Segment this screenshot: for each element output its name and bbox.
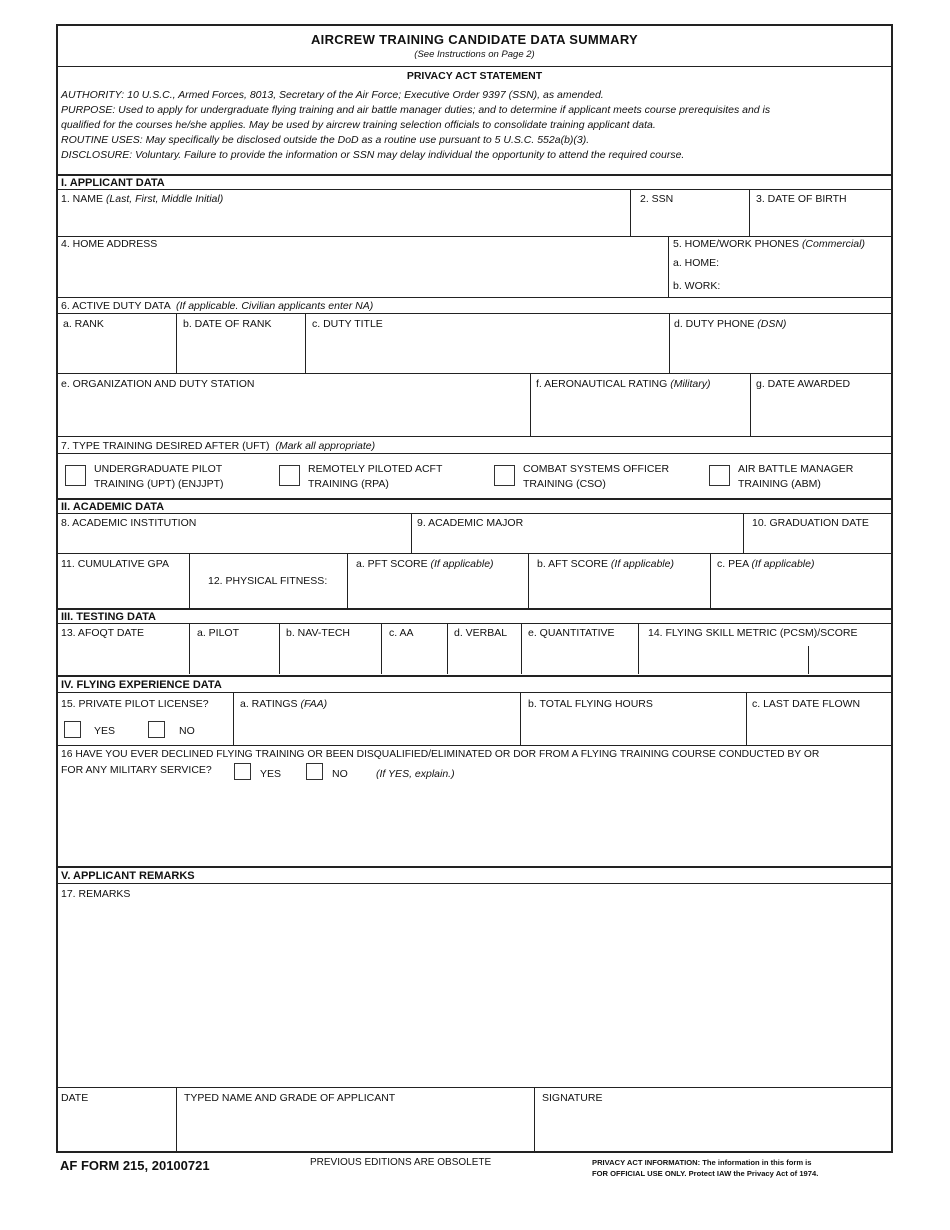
privacy-purpose-1: PURPOSE: Used to apply for undergraduate flying training and air battle manager duties; and to determine if applicant meets course prerequisites and is [61, 104, 771, 116]
pcsm-field[interactable] [639, 646, 807, 673]
aeronautical-rating-field[interactable] [531, 392, 749, 434]
divider [56, 236, 893, 237]
divider [56, 692, 893, 693]
q16-explanation-field[interactable] [57, 786, 892, 864]
name-label: 1. NAME (Last, First, Middle Initial) [61, 193, 224, 205]
aft-score-field[interactable] [529, 572, 709, 606]
divider [56, 513, 893, 514]
home-phone-field[interactable] [730, 254, 890, 270]
signature-field[interactable] [535, 1106, 892, 1151]
total-hours-field[interactable] [521, 712, 745, 744]
pft-score-field[interactable] [348, 572, 527, 606]
home-phone-label: a. HOME: [673, 257, 720, 269]
ssn-field[interactable] [631, 205, 749, 235]
aeronautical-rating-label: f. AERONAUTICAL RATING (Military) [536, 378, 711, 390]
form-subtitle: (See Instructions on Page 2) [414, 49, 535, 60]
q16-yes-label: YES [260, 768, 282, 780]
q16-no-checkbox[interactable] [306, 763, 323, 780]
section-applicant-data: I. APPLICANT DATA [61, 177, 165, 189]
ratings-field[interactable] [234, 712, 519, 744]
rank-field[interactable] [57, 332, 175, 372]
privacy-purpose-2: qualified for the courses he/she applies. May be used by aircrew training selection officials to consolidate training applicant data. [61, 119, 656, 131]
aa-score-field[interactable] [382, 641, 446, 673]
organization-label: e. ORGANIZATION AND DUTY STATION [61, 378, 255, 390]
typed-name-label: TYPED NAME AND GRADE OF APPLICANT [184, 1092, 396, 1104]
q16-no-label: NO [332, 768, 348, 780]
phones-label: 5. HOME/WORK PHONES (Commercial) [673, 238, 865, 250]
section-testing-data: III. TESTING DATA [61, 611, 156, 623]
graduation-date-label: 10. GRADUATION DATE [752, 517, 869, 529]
date-label: DATE [61, 1092, 89, 1104]
previous-editions-note: PREVIOUS EDITIONS ARE OBSOLETE [310, 1157, 492, 1168]
option-abm-line1: AIR BATTLE MANAGER [738, 463, 854, 475]
section-flying-experience: IV. FLYING EXPERIENCE DATA [61, 679, 222, 691]
duty-phone-label: d. DUTY PHONE (DSN) [674, 318, 787, 330]
afoqt-date-label: 13. AFOQT DATE [61, 627, 145, 639]
section-divider [56, 174, 893, 176]
ssn-label: 2. SSN [640, 193, 674, 205]
duty-phone-field[interactable] [670, 332, 892, 372]
q16-line1: 16 HAVE YOU EVER DECLINED FLYING TRAINING OR BEEN DISQUALIFIED/ELIMINATED OR DOR FROM A FLYING TRAINING COURSE CONDUCTED BY OR [61, 749, 820, 760]
pilot-label: a. PILOT [197, 627, 240, 639]
physical-fitness-label: 12. PHYSICAL FITNESS: [208, 575, 328, 587]
date-awarded-label: g. DATE AWARDED [756, 378, 851, 390]
home-address-field[interactable] [57, 252, 667, 296]
total-hours-label: b. TOTAL FLYING HOURS [528, 698, 653, 710]
privacy-authority: AUTHORITY: 10 U.S.C., Armed Forces, 8013, Secretary of the Air Force; Executive Order 9397 (SSN), as amended. [61, 89, 604, 101]
q16-line2: FOR ANY MILITARY SERVICE? [61, 764, 212, 776]
name-field[interactable] [57, 205, 630, 235]
section-academic-data: II. ACADEMIC DATA [61, 501, 165, 513]
divider [56, 436, 893, 437]
form-identifier: AF FORM 215, 20100721 [60, 1158, 210, 1173]
section-divider [56, 498, 893, 500]
pft-score-label: a. PFT SCORE (If applicable) [356, 558, 494, 570]
aa-label: c. AA [389, 627, 414, 639]
duty-title-label: c. DUTY TITLE [312, 318, 383, 330]
option-rpa-line2: TRAINING (RPA) [308, 478, 389, 490]
afoqt-date-field[interactable] [57, 641, 188, 673]
divider [56, 313, 893, 314]
aft-score-label: b. AFT SCORE (If applicable) [537, 558, 674, 570]
quantitative-score-field[interactable] [522, 641, 637, 673]
organization-field[interactable] [57, 392, 529, 434]
option-rpa-line1: REMOTELY PILOTED ACFT [308, 463, 443, 475]
institution-label: 8. ACADEMIC INSTITUTION [61, 517, 197, 529]
divider [668, 236, 669, 297]
divider [56, 297, 893, 298]
privacy-routine-uses: ROUTINE USES: May specifically be disclosed outside the DoD as a routine use pursuant to 5 U.S.C. 552a(b)(3). [61, 134, 590, 146]
checkbox-abm[interactable] [709, 465, 730, 486]
quantitative-label: e. QUANTITATIVE [528, 627, 615, 639]
major-label: 9. ACADEMIC MAJOR [417, 517, 524, 529]
flying-skill-label: 14. FLYING SKILL METRIC (PCSM)/SCORE [648, 627, 858, 639]
section-applicant-remarks: V. APPLICANT REMARKS [61, 870, 195, 882]
active-duty-label: 6. ACTIVE DUTY DATA (If applicable. Civilian applicants enter NA) [61, 300, 374, 312]
divider [56, 553, 893, 554]
date-awarded-field[interactable] [751, 392, 892, 434]
license-label: 15. PRIVATE PILOT LICENSE? [61, 698, 209, 710]
verbal-score-field[interactable] [448, 641, 520, 673]
ratings-label: a. RATINGS (FAA) [240, 698, 328, 710]
option-cso-line1: COMBAT SYSTEMS OFFICER [523, 463, 670, 475]
section-divider [56, 608, 893, 610]
nav-tech-label: b. NAV-TECH [286, 627, 350, 639]
date-of-rank-field[interactable] [177, 332, 304, 372]
option-cso-line2: TRAINING (CSO) [523, 478, 606, 490]
work-phone-field[interactable] [730, 277, 890, 293]
graduation-date-field[interactable] [744, 530, 892, 552]
license-no-checkbox[interactable] [148, 721, 165, 738]
q16-yes-checkbox[interactable] [234, 763, 251, 780]
date-of-rank-label: b. DATE OF RANK [183, 318, 272, 330]
form-title: AIRCREW TRAINING CANDIDATE DATA SUMMARY [310, 32, 639, 47]
section-divider [56, 675, 893, 677]
work-phone-label: b. WORK: [673, 280, 721, 292]
divider [56, 66, 893, 67]
privacy-footer-2: FOR OFFICIAL USE ONLY. Protect IAW the Privacy Act of 1974. [592, 1169, 819, 1178]
date-field[interactable] [57, 1106, 175, 1151]
pea-label: c. PEA (If applicable) [717, 558, 815, 570]
checkbox-upt[interactable] [65, 465, 86, 486]
pea-field[interactable] [711, 572, 892, 606]
divider [56, 883, 893, 884]
institution-field[interactable] [57, 530, 410, 552]
q16-hint: (If YES, explain.) [376, 768, 455, 780]
dob-label: 3. DATE OF BIRTH [756, 193, 847, 205]
last-flown-field[interactable] [747, 712, 892, 744]
option-upt-line2: TRAINING (UPT) (ENJJPT) [94, 478, 224, 490]
divider [56, 623, 893, 624]
rank-label: a. RANK [63, 318, 104, 330]
typed-name-field[interactable] [177, 1106, 533, 1151]
privacy-heading: PRIVACY ACT STATEMENT [406, 70, 543, 82]
gpa-label: 11. CUMULATIVE GPA [61, 558, 169, 570]
option-abm-line2: TRAINING (ABM) [738, 478, 821, 490]
duty-title-field[interactable] [306, 332, 668, 372]
pcsm-score-field[interactable] [809, 646, 892, 673]
major-field[interactable] [412, 530, 742, 552]
signature-label: SIGNATURE [542, 1092, 603, 1104]
gpa-field[interactable] [57, 572, 188, 606]
nav-tech-score-field[interactable] [280, 641, 380, 673]
privacy-disclosure: DISCLOSURE: Voluntary. Failure to provide the information or SSN may delay individual the opportunity to attend the required course. [61, 149, 685, 161]
home-address-label: 4. HOME ADDRESS [61, 238, 158, 250]
remarks-field[interactable] [57, 902, 892, 1086]
training-type-label: 7. TYPE TRAINING DESIRED AFTER (UFT) (Mark all appropriate) [61, 440, 376, 452]
divider [56, 1087, 893, 1088]
privacy-footer-1: PRIVACY ACT INFORMATION: The information in this form is [592, 1158, 812, 1167]
last-flown-label: c. LAST DATE FLOWN [752, 698, 861, 710]
section-divider [56, 866, 893, 868]
license-yes-checkbox[interactable] [64, 721, 81, 738]
license-yes-label: YES [94, 725, 116, 737]
option-upt-line1: UNDERGRADUATE PILOT [94, 463, 223, 475]
checkbox-cso[interactable] [494, 465, 515, 486]
license-no-label: NO [179, 725, 195, 737]
checkbox-rpa[interactable] [279, 465, 300, 486]
verbal-label: d. VERBAL [454, 627, 508, 639]
pilot-score-field[interactable] [190, 641, 278, 673]
divider [56, 373, 893, 374]
dob-field[interactable] [750, 205, 892, 235]
remarks-label: 17. REMARKS [61, 888, 131, 900]
divider [56, 745, 893, 746]
divider [56, 189, 893, 190]
divider [189, 553, 190, 608]
divider [56, 453, 893, 454]
